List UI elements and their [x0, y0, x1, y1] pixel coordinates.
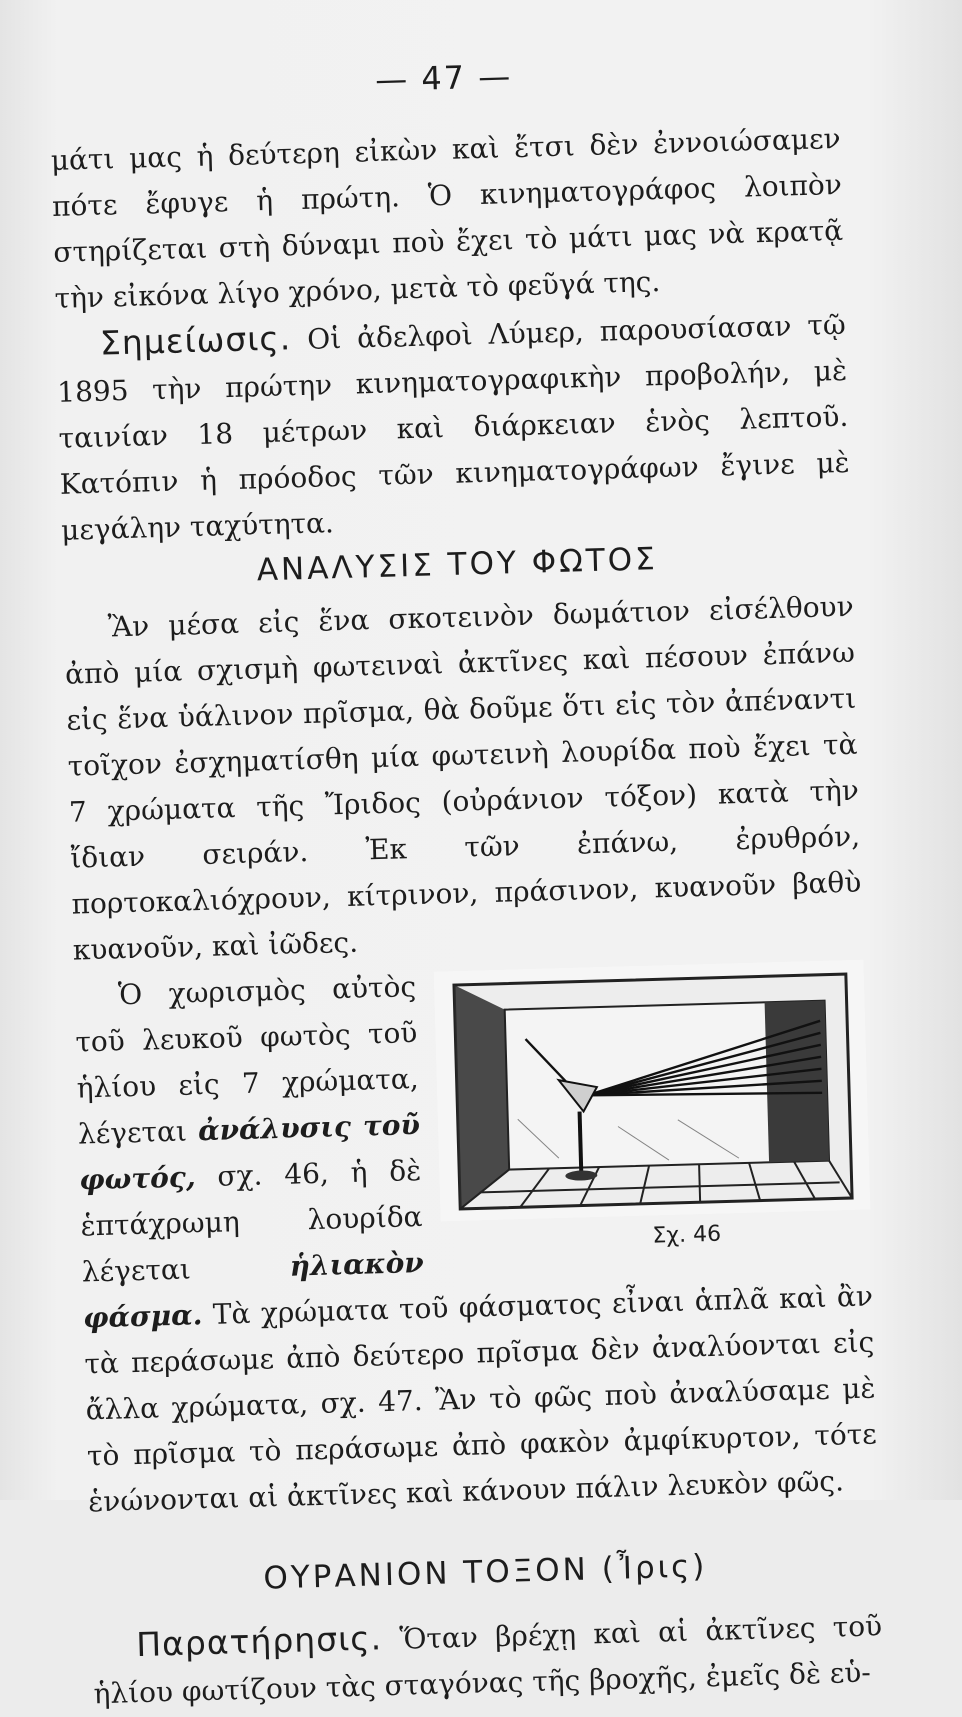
note-label: Σημείωσις.: [99, 318, 292, 363]
figure-wrap: [74, 952, 879, 1526]
prism-illustration: [434, 960, 871, 1222]
prism-figure: [434, 960, 872, 1247]
term-solar-spectrum: ἡλιακὸν φάσμα.: [82, 1245, 425, 1335]
observation-label: Παρατήρησις.: [135, 1618, 383, 1665]
paragraph-observation: [92, 1601, 884, 1717]
note-text: Οἱ ἀδελφοὶ Λύμερ, παρουσίασαν τῷ 1895 τὴν πρώτην κινηματογραφικὴν προβολήν, μὲ ταινίαν 18 μέτρων καὶ διάρκειαν ἑνὸς λεπτοῦ. Κατόπιν ἡ πρόοδος τῶν κινηματογράφων ἔγινε μὲ μεγάλην ταχύτητα.: [56, 307, 851, 547]
observation-text: Ὅταν βρέχῃ καὶ αἱ ἀκτῖνες τοῦ ἡλίου φωτίζουν τὰς σταγόνας τῆς βροχῆς, ἐμεῖς δὲ εὑ-: [93, 1609, 883, 1711]
paragraph-cinema: μάτι μας ἡ δεύτερη εἰκὼν καὶ ἔτσι δὲν ἐννοιώσαμεν πότε ἔφυγε ἡ πρώτη. Ὁ κινηματογράφος λοιπὸν στηρίζεται στὴ δύναμι ποὺ ἔχει τὸ μάτι μας νὰ κρατᾷ τὴν εἰκόνα λίγο χρόνο, μετὰ τὸ φεῦγά της.: [50, 121, 844, 315]
paragraph-prism: Ἂν μέσα εἰς ἕνα σκοτεινὸν δωμάτιον εἰσέλθουν ἀπὸ μία σχισμὴ φωτειναὶ ἀκτῖνες καὶ πέσουν ἐπάνω εἰς ἕνα ὑάλινον πρῖσμα, θὰ δοῦμε ὅτι εἰς τὸν ἀπέναντι τοῖχον ἐσχηματίσθη μία φωτεινὴ λουρίδα ποὺ ἔχει τὰ 7 χρώματα τῆς Ἴριδος (οὐράνιον τόξον) κατὰ τὴν ἴδιαν σειράν. Ἐκ τῶν ἐπάνω, ἐρυθρόν, πορτοκαλιόχρουν, κίτρινον, πράσινον, κυανοῦν βαθὺ κυανοῦν, καὶ ἰῶδες.: [64, 589, 862, 967]
section-heading-light-analysis: ΑΝΑΛΥΣΙΣ ΤΟΥ ΦΩΤΟΣ: [256, 541, 659, 589]
page-number: — 47 —: [374, 57, 513, 99]
figure-caption: Σχ. 46: [652, 1221, 722, 1249]
spectrum-text-2: σχ. 46, ἡ δὲ ἑπτάχρωμη λουρίδα λέγεται: [80, 1154, 423, 1289]
page-content: [48, 38, 884, 1717]
spectrum-text-1: Ὁ χωρισμὸς αὐτὸς τοῦ λευκοῦ φωτὸς τοῦ ἡλίου εἰς 7 χρώματα, λέγεται: [74, 970, 420, 1151]
section-heading-rainbow: ΟΥΡΑΝΙΟΝ ΤΟΞΟΝ (Ἶρις): [262, 1548, 708, 1597]
term-light-analysis: ἀνάλυσις τοῦ φωτός,: [78, 1108, 421, 1197]
paragraph-note: [55, 300, 851, 554]
spectrum-text-3: Τὰ χρώματα τοῦ φάσματος εἶναι ἁπλᾶ καὶ ἂν τὰ περάσωμε ἀπὸ δεύτερο πρῖσμα δὲν ἀναλύονται εἰς ἄλλα χρώματα, σχ. 47. Ἂν τὸ φῶς ποὺ ἀναλύσαμε μὲ τὸ πρῖσμα τὸ περάσωμε ἀπὸ φακὸν ἀμφίκυρτον, τότε ἑνώνονται αἱ ἀκτῖνες καὶ κάνουν πάλιν λευκὸν φῶς.: [83, 1279, 878, 1519]
